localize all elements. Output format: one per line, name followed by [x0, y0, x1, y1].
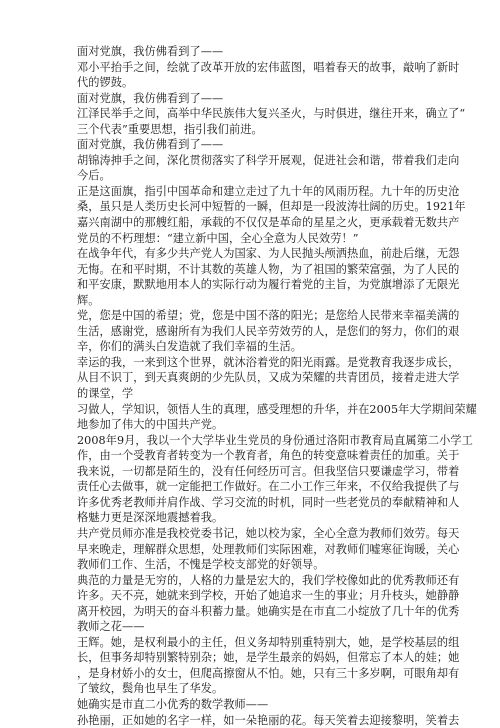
text-line: 典范的力量是无穷的，人格的力量是宏大的，我们学校像如此的优秀教师还有: [77, 573, 460, 587]
text-line: 她确实是市直二小优秀的数学教师——: [77, 697, 269, 711]
text-line: 教师们工作、生活，不愧是学校支部党的好领导。: [77, 558, 325, 572]
text-line: 离开校园，为明天的奋斗积蓄力量。她确实是在市直二小绽放了几十年的优秀: [77, 604, 460, 618]
text-line: 生活，感谢党，感谢所有为我们人民辛劳效劳的人，是您们的努力，你们的艰: [77, 324, 460, 338]
text-line: 孙艳丽，正如她的名字一样，如一朵艳丽的花。每天笑着去迎接黎明，笑着去: [77, 713, 460, 727]
text-line: 2008年9月，我以一个大学毕业生党员的身份通过洛阳市教育局直属第二小学工: [77, 433, 473, 447]
text-line: 辉。: [77, 293, 100, 307]
text-line: 党员的不朽理想：“建立新中国，全心全意为人民效劳！”: [77, 231, 359, 245]
text-line: 今后。: [77, 169, 111, 183]
text-line: ，是身材娇小的女士，但爬高擦窗从不怕。她，只有三十多岁啊，可眼角却有: [77, 666, 460, 680]
text-line: 辛，你们的满头白发造就了我们幸福的生活。: [77, 340, 302, 354]
text-line: 在战争年代，有多少共产党人为国家、为人民抛头颅洒热血，前赴后继，无怨: [77, 247, 460, 261]
text-line: 教师之花——: [77, 620, 145, 634]
text-line: 从目不识丁，到天真爽朗的少先队员，又成为荣耀的共青团员，接着走进大学: [77, 371, 460, 385]
text-line: 早来晚走，理解群众思想，处理教师们实际困难，对教师们嘘寒征询暖，关心: [77, 542, 460, 556]
text-line: 桑，虽只是人类历史长河中短暂的一瞬，但却是一段波涛壮阔的历史。1921年: [77, 200, 466, 214]
text-line: 王辉。她，是权利最小的主任，但义务却特别重特别大，她，是学校基层的组: [77, 635, 460, 649]
text-line: 地参加了伟大的中国共产党。: [77, 418, 224, 432]
text-line: 江泽民举手之间，高举中华民族伟大复兴圣火，与时俱进，继往开来，确立了“: [77, 107, 466, 121]
text-line: 幸运的我，一来到这个世界，就沐浴着党的阳光雨露。是党教育我逐步成长，: [77, 355, 460, 369]
text-line: 面对党旗，我仿佛看到了——: [77, 91, 224, 105]
text-line: 无悔。在和平时期，不计其数的英雄人物，为了祖国的繁荣富强，为了人民的: [77, 262, 460, 276]
text-line: 面对党旗，我仿佛看到了——: [77, 138, 224, 152]
text-line: 许多。天不亮，她就来到学校，开始了她追求一生的事业；月升枝头，她静静: [77, 589, 460, 603]
text-line: 嘉兴南湖中的那艘红船，承载的不仅仅是革命的星星之火，更承载着无数共产: [77, 216, 460, 230]
text-line: 和平安康，默默地用本人的实际行动为履行着党的主旨，为党旗增添了无限光: [77, 278, 460, 292]
text-line: 党，您是中国的希望；党，您是中国不落的阳光；是您给人民带来幸福美满的: [77, 309, 460, 323]
text-line: 习做人，学知识，领悟人生的真理，感受理想的升华，并在2005年大学期间荣耀: [77, 402, 477, 416]
text-line: 长，但事务却特别繁特别杂；她，是学生最亲的妈妈，但常忘了本人的娃；她: [77, 651, 460, 665]
text-line: 了皱纹，鬓角也早生了华发。: [77, 682, 224, 696]
text-line: 三个代表”重要思想，指引我们前进。: [77, 122, 263, 136]
text-line: 格魅力更是深深地震撼着我。: [77, 511, 224, 525]
text-line: 邓小平抬手之间，绘就了改革开放的宏伟蓝图，唱着春天的故事，敲响了新时: [77, 60, 460, 74]
text-line: 责任心去做事，就一定能把工作做好。在二小工作三年来，不仅给我提供了与: [77, 480, 460, 494]
text-line: 我来说，一切都是陌生的，没有任何经历可言。但我坚信只要谦虚学习，带着: [77, 464, 460, 478]
text-line: 正是这面旗，指引中国革命和建立走过了九十年的风雨历程。九十年的历史沧: [77, 184, 460, 198]
text-line: 共产党员师亦准是我校党委书记，她以校为家，全心全意为教师们效劳。每天: [77, 526, 460, 540]
text-line: 面对党旗，我仿佛看到了——: [77, 45, 224, 58]
document-body: [77, 44, 477, 728]
text-line: 代的锣鼓。: [77, 76, 134, 90]
text-line: 许多优秀老教师并肩作战、学习交流的时机，同时一些老党员的奉献精神和人: [77, 495, 460, 509]
text-line: 作，由一个受教育者转变为一个教育者，角色的转变意味着责任的加重。关于: [77, 449, 460, 463]
text-line: 的课堂，学: [77, 387, 134, 401]
text-line: 胡锦涛抻手之间，深化贯彻落实了科学开展观，促进社会和谐，带着我们走向: [77, 153, 460, 167]
